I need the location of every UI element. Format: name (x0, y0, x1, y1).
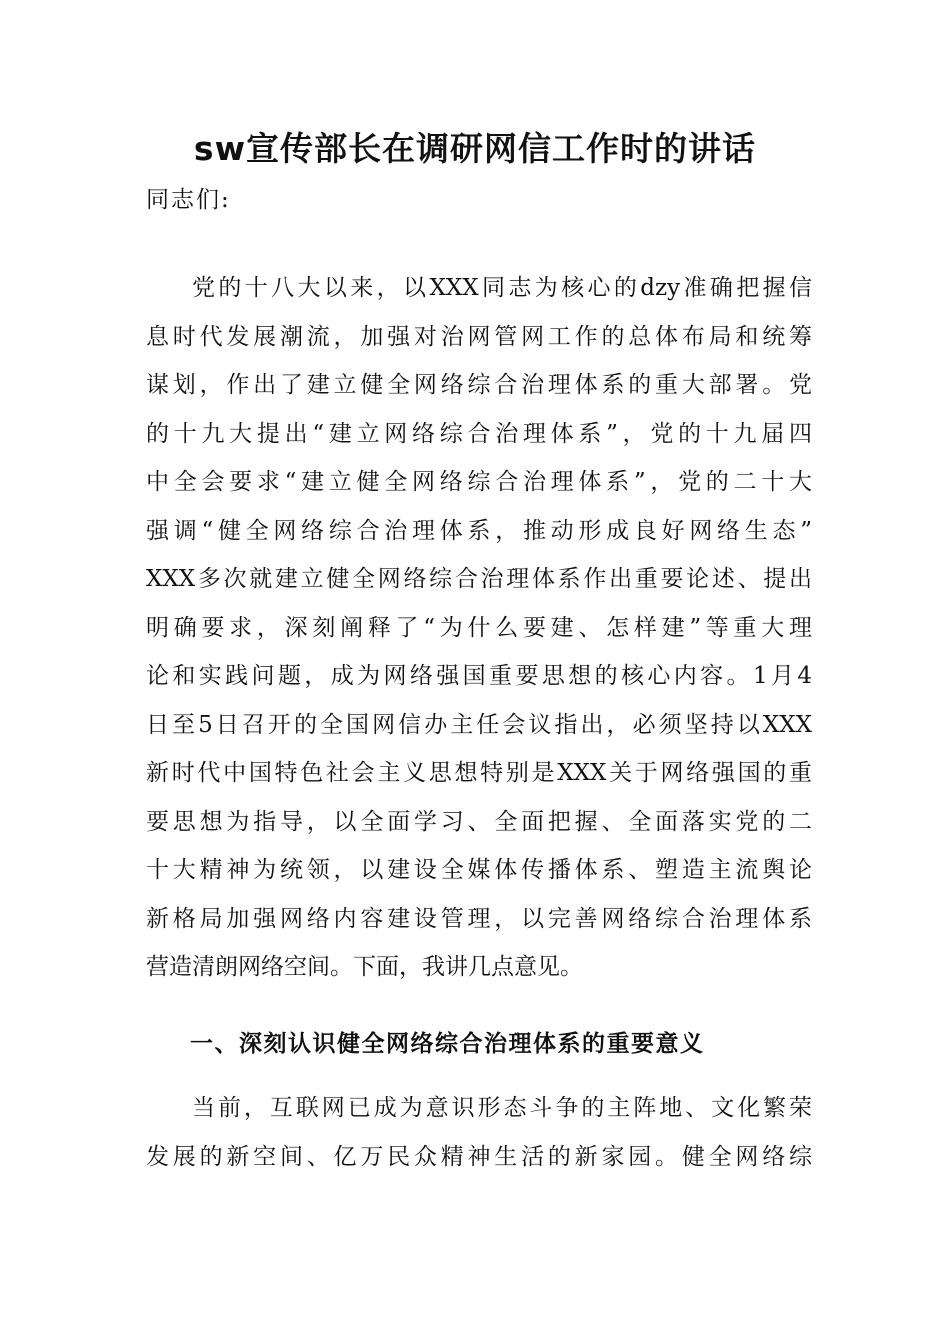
paragraph-line: 十大精神为统领，以建设全媒体传播体系、塑造主流舆论 (146, 857, 812, 883)
paragraph-line: 谋划，作出了建立健全网络综合治理体系的重大部署。党 (146, 372, 812, 398)
document-title: sw宣传部长在调研网信工作时的讲话 (193, 129, 757, 168)
section-heading: 一、深刻认识健全网络综合治理体系的重要意义 (190, 1031, 705, 1057)
paragraph-line: 要思想为指导，以全面学习、全面把握、全面落实党的二 (146, 808, 812, 835)
paragraph-line: 息时代发展潮流，加强对治网管网工作的总体布局和统筹 (146, 323, 812, 350)
paragraph-line: 新时代中国特色社会主义思想特别是XXX关于网络强国的重 (146, 760, 812, 786)
paragraph-line: XXX多次就建立健全网络综合治理体系作出重要论述、提出 (146, 566, 812, 592)
paragraph-line: 党的十八大以来，以XXX同志为核心的dzy准确把握信 (192, 275, 812, 301)
paragraph-line: 强调“健全网络综合治理体系，推动形成良好网络生态” (146, 517, 812, 544)
paragraph-line: 的十九大提出“建立网络综合治理体系”，党的十九届四 (146, 420, 812, 447)
paragraph-2 (146, 1084, 812, 1181)
paragraph-line: 当前，互联网已成为意识形态斗争的主阵地、文化繁荣 (192, 1095, 812, 1121)
paragraph-line: 发展的新空间、亿万民众精神生活的新家园。健全网络综 (146, 1143, 812, 1170)
paragraph-line: 明确要求，深刻阐释了“为什么要建、怎样建”等重大理 (146, 614, 812, 641)
paragraph-line: 论和实践问题，成为网络强国重要思想的核心内容。1月4 (146, 663, 812, 689)
paragraph-1 (146, 264, 812, 992)
paragraph-line: 新格局加强网络内容建设管理，以完善网络综合治理体系 (146, 905, 812, 932)
paragraph-line: 营造清朗网络空间。下面，我讲几点意见。 (146, 954, 583, 980)
paragraph-line: 中全会要求“建立健全网络综合治理体系”，党的二十大 (146, 469, 812, 495)
paragraph-line: 日至5日召开的全国网信办主任会议指出，必须坚持以XXX (146, 711, 812, 738)
salutation: 同志们: (146, 187, 231, 213)
